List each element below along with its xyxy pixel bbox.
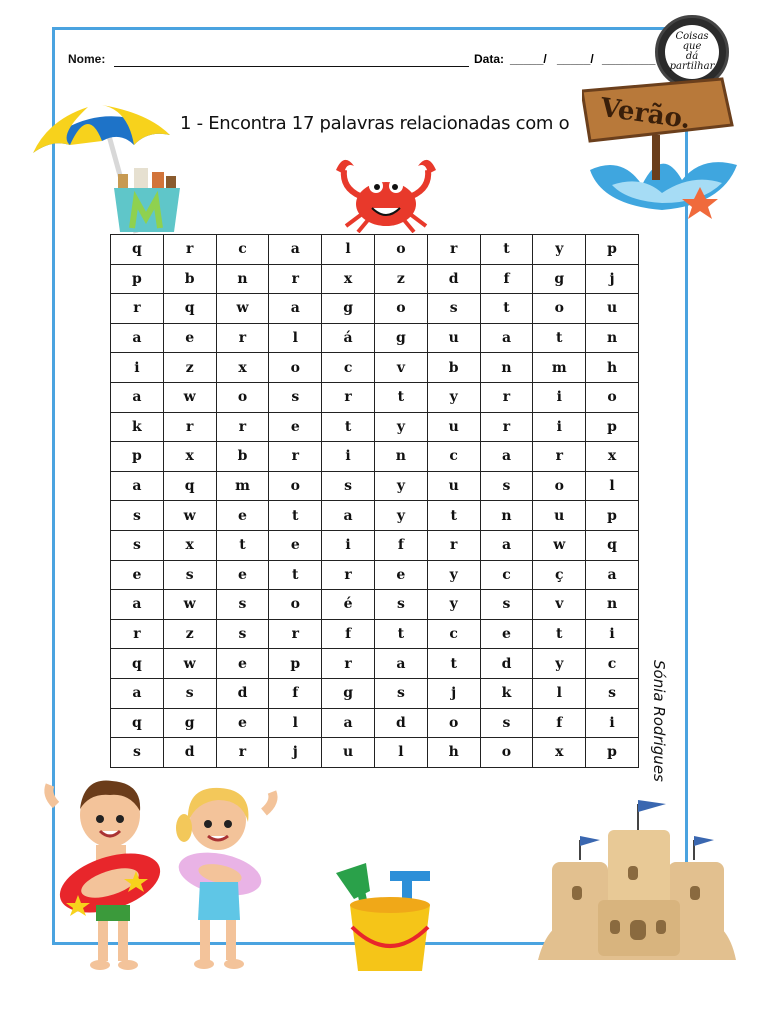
grid-cell[interactable]: l: [269, 323, 322, 353]
grid-cell[interactable]: s: [216, 619, 269, 649]
grid-row: [111, 235, 639, 265]
grid-cell[interactable]: o: [480, 738, 533, 768]
logo-line-3: partilhar: [669, 61, 715, 72]
grid-cell[interactable]: t: [322, 412, 375, 442]
grid-cell[interactable]: e: [216, 501, 269, 531]
grid-cell[interactable]: o: [427, 708, 480, 738]
grid-cell[interactable]: e: [111, 560, 164, 590]
grid-cell[interactable]: t: [533, 619, 586, 649]
grid-cell[interactable]: k: [480, 678, 533, 708]
grid-cell[interactable]: s: [163, 560, 216, 590]
grid-row: [111, 323, 639, 353]
grid-cell[interactable]: d: [374, 708, 427, 738]
grid-cell[interactable]: q: [586, 530, 639, 560]
grid-cell[interactable]: e: [216, 560, 269, 590]
grid-cell[interactable]: o: [586, 382, 639, 412]
grid-cell[interactable]: o: [533, 471, 586, 501]
grid-cell[interactable]: y: [374, 412, 427, 442]
grid-cell[interactable]: b: [163, 264, 216, 294]
grid-cell[interactable]: s: [111, 530, 164, 560]
grid-cell[interactable]: i: [533, 412, 586, 442]
grid-cell[interactable]: x: [163, 530, 216, 560]
grid-cell[interactable]: w: [163, 382, 216, 412]
grid-cell[interactable]: w: [163, 590, 216, 620]
grid-cell[interactable]: o: [374, 294, 427, 324]
grid-cell[interactable]: u: [533, 501, 586, 531]
grid-cell[interactable]: a: [480, 323, 533, 353]
grid-cell[interactable]: h: [427, 738, 480, 768]
grid-cell[interactable]: z: [163, 619, 216, 649]
grid-cell[interactable]: g: [322, 294, 375, 324]
grid-cell[interactable]: m: [216, 471, 269, 501]
grid-cell[interactable]: n: [216, 264, 269, 294]
grid-cell[interactable]: a: [111, 590, 164, 620]
grid-cell[interactable]: z: [374, 264, 427, 294]
grid-cell[interactable]: u: [427, 323, 480, 353]
grid-row: [111, 590, 639, 620]
grid-cell[interactable]: r: [427, 235, 480, 265]
grid-cell[interactable]: s: [374, 678, 427, 708]
grid-cell[interactable]: y: [374, 471, 427, 501]
grid-cell[interactable]: a: [586, 560, 639, 590]
grid-cell[interactable]: t: [533, 323, 586, 353]
grid-cell[interactable]: c: [427, 619, 480, 649]
grid-cell[interactable]: d: [216, 678, 269, 708]
grid-cell[interactable]: y: [427, 382, 480, 412]
grid-cell[interactable]: q: [111, 235, 164, 265]
grid-cell[interactable]: e: [163, 323, 216, 353]
grid-cell[interactable]: s: [480, 708, 533, 738]
grid-cell[interactable]: r: [269, 442, 322, 472]
grid-cell[interactable]: d: [163, 738, 216, 768]
grid-cell[interactable]: d: [427, 264, 480, 294]
author-signature: Sónia Rodrigues: [650, 660, 668, 782]
grid-cell[interactable]: t: [374, 382, 427, 412]
grid-cell[interactable]: e: [480, 619, 533, 649]
sand-bucket-icon: [330, 855, 440, 975]
grid-cell[interactable]: f: [374, 530, 427, 560]
grid-cell[interactable]: i: [322, 442, 375, 472]
grid-cell[interactable]: t: [480, 235, 533, 265]
grid-cell[interactable]: t: [427, 501, 480, 531]
grid-cell[interactable]: r: [216, 323, 269, 353]
grid-cell[interactable]: c: [427, 442, 480, 472]
grid-cell[interactable]: l: [586, 471, 639, 501]
grid-cell[interactable]: o: [269, 590, 322, 620]
date-month-field[interactable]: _____/: [557, 52, 594, 66]
grid-cell[interactable]: a: [111, 323, 164, 353]
grid-cell[interactable]: s: [269, 382, 322, 412]
grid-cell[interactable]: t: [374, 619, 427, 649]
grid-cell[interactable]: x: [533, 738, 586, 768]
grid-cell[interactable]: r: [322, 560, 375, 590]
date-day-field[interactable]: _____/: [510, 52, 547, 66]
grid-cell[interactable]: r: [216, 412, 269, 442]
grid-cell[interactable]: r: [269, 619, 322, 649]
grid-cell[interactable]: u: [427, 471, 480, 501]
grid-cell[interactable]: u: [427, 412, 480, 442]
grid-row: [111, 501, 639, 531]
grid-cell[interactable]: q: [111, 708, 164, 738]
grid-cell[interactable]: b: [216, 442, 269, 472]
grid-cell[interactable]: f: [322, 619, 375, 649]
date-label: Data:: [474, 52, 505, 66]
grid-row: [111, 264, 639, 294]
grid-cell[interactable]: é: [322, 590, 375, 620]
grid-cell[interactable]: e: [269, 530, 322, 560]
grid-cell[interactable]: l: [322, 235, 375, 265]
grid-cell[interactable]: u: [322, 738, 375, 768]
grid-cell[interactable]: s: [374, 590, 427, 620]
grid-cell[interactable]: x: [216, 353, 269, 383]
grid-cell[interactable]: p: [586, 738, 639, 768]
grid-cell[interactable]: i: [111, 353, 164, 383]
grid-cell[interactable]: n: [374, 442, 427, 472]
grid-cell[interactable]: e: [374, 560, 427, 590]
grid-cell[interactable]: d: [480, 649, 533, 679]
grid-cell[interactable]: b: [427, 353, 480, 383]
word-search-grid: [110, 234, 639, 768]
grid-cell[interactable]: o: [269, 353, 322, 383]
sandcastle-icon: [538, 790, 738, 970]
grid-cell[interactable]: n: [586, 323, 639, 353]
grid-cell[interactable]: h: [586, 353, 639, 383]
verao-sign-text: Verão.: [598, 92, 693, 136]
grid-cell[interactable]: s: [480, 590, 533, 620]
beach-bag-icon: [110, 162, 185, 234]
grid-cell[interactable]: a: [480, 530, 533, 560]
grid-cell[interactable]: q: [111, 649, 164, 679]
grid-cell[interactable]: o: [269, 471, 322, 501]
grid-cell[interactable]: a: [111, 471, 164, 501]
grid-cell[interactable]: j: [269, 738, 322, 768]
grid-cell[interactable]: s: [427, 294, 480, 324]
grid-cell[interactable]: r: [533, 442, 586, 472]
grid-cell[interactable]: g: [322, 678, 375, 708]
logo-line-1: Coisas que: [675, 31, 709, 52]
grid-cell[interactable]: s: [163, 678, 216, 708]
exercise-title: 1 - Encontra 17 palavras relacionadas com o: [180, 113, 570, 134]
logo-line-2: dá: [685, 51, 699, 62]
grid-cell[interactable]: r: [480, 412, 533, 442]
grid-cell[interactable]: o: [216, 382, 269, 412]
grid-cell[interactable]: a: [322, 708, 375, 738]
grid-cell[interactable]: n: [586, 590, 639, 620]
grid-cell[interactable]: p: [586, 235, 639, 265]
grid-cell[interactable]: s: [216, 590, 269, 620]
grid-cell[interactable]: j: [427, 678, 480, 708]
grid-cell[interactable]: e: [269, 412, 322, 442]
grid-row: [111, 678, 639, 708]
grid-cell[interactable]: a: [111, 678, 164, 708]
grid-row: [111, 649, 639, 679]
name-label: Nome:: [68, 52, 106, 66]
grid-row: [111, 442, 639, 472]
grid-cell[interactable]: r: [480, 382, 533, 412]
grid-cell[interactable]: p: [111, 442, 164, 472]
grid-cell[interactable]: r: [111, 294, 164, 324]
grid-cell[interactable]: f: [269, 678, 322, 708]
grid-cell[interactable]: r: [111, 619, 164, 649]
grid-cell[interactable]: r: [163, 235, 216, 265]
grid-cell[interactable]: c: [216, 235, 269, 265]
grid-cell[interactable]: o: [374, 235, 427, 265]
grid-cell[interactable]: v: [533, 590, 586, 620]
grid-cell[interactable]: w: [163, 649, 216, 679]
grid-cell[interactable]: i: [533, 382, 586, 412]
grid-cell[interactable]: x: [586, 442, 639, 472]
grid-cell[interactable]: n: [480, 353, 533, 383]
grid-cell[interactable]: a: [269, 235, 322, 265]
grid-cell[interactable]: g: [374, 323, 427, 353]
grid-cell[interactable]: c: [322, 353, 375, 383]
grid-cell[interactable]: s: [586, 678, 639, 708]
grid-cell[interactable]: w: [163, 501, 216, 531]
grid-row: [111, 738, 639, 768]
girl-swimmer-icon: [168, 782, 283, 972]
grid-cell[interactable]: p: [269, 649, 322, 679]
grid-cell[interactable]: q: [163, 294, 216, 324]
grid-cell[interactable]: z: [163, 353, 216, 383]
grid-cell[interactable]: w: [216, 294, 269, 324]
grid-cell[interactable]: j: [586, 264, 639, 294]
grid-cell[interactable]: a: [269, 294, 322, 324]
grid-row: [111, 708, 639, 738]
grid-cell[interactable]: c: [480, 560, 533, 590]
grid-cell[interactable]: x: [322, 264, 375, 294]
grid-cell[interactable]: r: [163, 412, 216, 442]
grid-cell[interactable]: s: [480, 471, 533, 501]
grid-cell[interactable]: i: [586, 708, 639, 738]
grid-cell[interactable]: r: [322, 649, 375, 679]
grid-cell[interactable]: y: [374, 501, 427, 531]
grid-cell[interactable]: t: [480, 294, 533, 324]
grid-cell[interactable]: f: [480, 264, 533, 294]
grid-cell[interactable]: a: [374, 649, 427, 679]
grid-cell[interactable]: p: [586, 412, 639, 442]
grid-cell[interactable]: y: [427, 590, 480, 620]
grid-row: [111, 471, 639, 501]
grid-cell[interactable]: k: [111, 412, 164, 442]
grid-cell[interactable]: s: [322, 471, 375, 501]
grid-cell[interactable]: r: [216, 738, 269, 768]
grid-row: [111, 294, 639, 324]
grid-cell[interactable]: p: [111, 264, 164, 294]
grid-cell[interactable]: y: [533, 649, 586, 679]
grid-cell[interactable]: s: [111, 501, 164, 531]
grid-cell[interactable]: o: [533, 294, 586, 324]
grid-cell[interactable]: e: [216, 708, 269, 738]
grid-row: [111, 560, 639, 590]
grid-cell[interactable]: t: [427, 649, 480, 679]
grid-row: [111, 382, 639, 412]
grid-cell[interactable]: e: [216, 649, 269, 679]
grid-cell[interactable]: g: [533, 264, 586, 294]
boy-swimmer-icon: [38, 775, 163, 973]
grid-cell[interactable]: l: [374, 738, 427, 768]
grid-cell[interactable]: c: [586, 649, 639, 679]
crab-icon: [332, 148, 440, 233]
grid-cell[interactable]: s: [111, 738, 164, 768]
grid-row: [111, 412, 639, 442]
grid-cell[interactable]: y: [427, 560, 480, 590]
grid-row: [111, 530, 639, 560]
grid-cell[interactable]: r: [427, 530, 480, 560]
grid-cell[interactable]: m: [533, 353, 586, 383]
grid-cell[interactable]: ç: [533, 560, 586, 590]
grid-cell[interactable]: l: [533, 678, 586, 708]
grid-row: [111, 353, 639, 383]
grid-cell[interactable]: i: [322, 530, 375, 560]
grid-cell[interactable]: t: [269, 501, 322, 531]
grid-cell[interactable]: f: [533, 708, 586, 738]
grid-cell[interactable]: p: [586, 501, 639, 531]
grid-cell[interactable]: g: [163, 708, 216, 738]
grid-cell[interactable]: q: [163, 471, 216, 501]
name-field[interactable]: [114, 66, 469, 67]
grid-cell[interactable]: y: [533, 235, 586, 265]
grid-cell[interactable]: i: [586, 619, 639, 649]
grid-cell[interactable]: w: [533, 530, 586, 560]
grid-cell[interactable]: a: [480, 442, 533, 472]
grid-cell[interactable]: v: [374, 353, 427, 383]
grid-cell[interactable]: u: [586, 294, 639, 324]
grid-cell[interactable]: t: [269, 560, 322, 590]
grid-cell[interactable]: x: [163, 442, 216, 472]
grid-cell[interactable]: á: [322, 323, 375, 353]
grid-row: [111, 619, 639, 649]
grid-cell[interactable]: n: [480, 501, 533, 531]
grid-cell[interactable]: r: [322, 382, 375, 412]
grid-cell[interactable]: l: [269, 708, 322, 738]
grid-cell[interactable]: a: [111, 382, 164, 412]
grid-cell[interactable]: a: [322, 501, 375, 531]
date-year-field[interactable]: ________: [602, 52, 656, 66]
grid-cell[interactable]: t: [216, 530, 269, 560]
grid-cell[interactable]: r: [269, 264, 322, 294]
